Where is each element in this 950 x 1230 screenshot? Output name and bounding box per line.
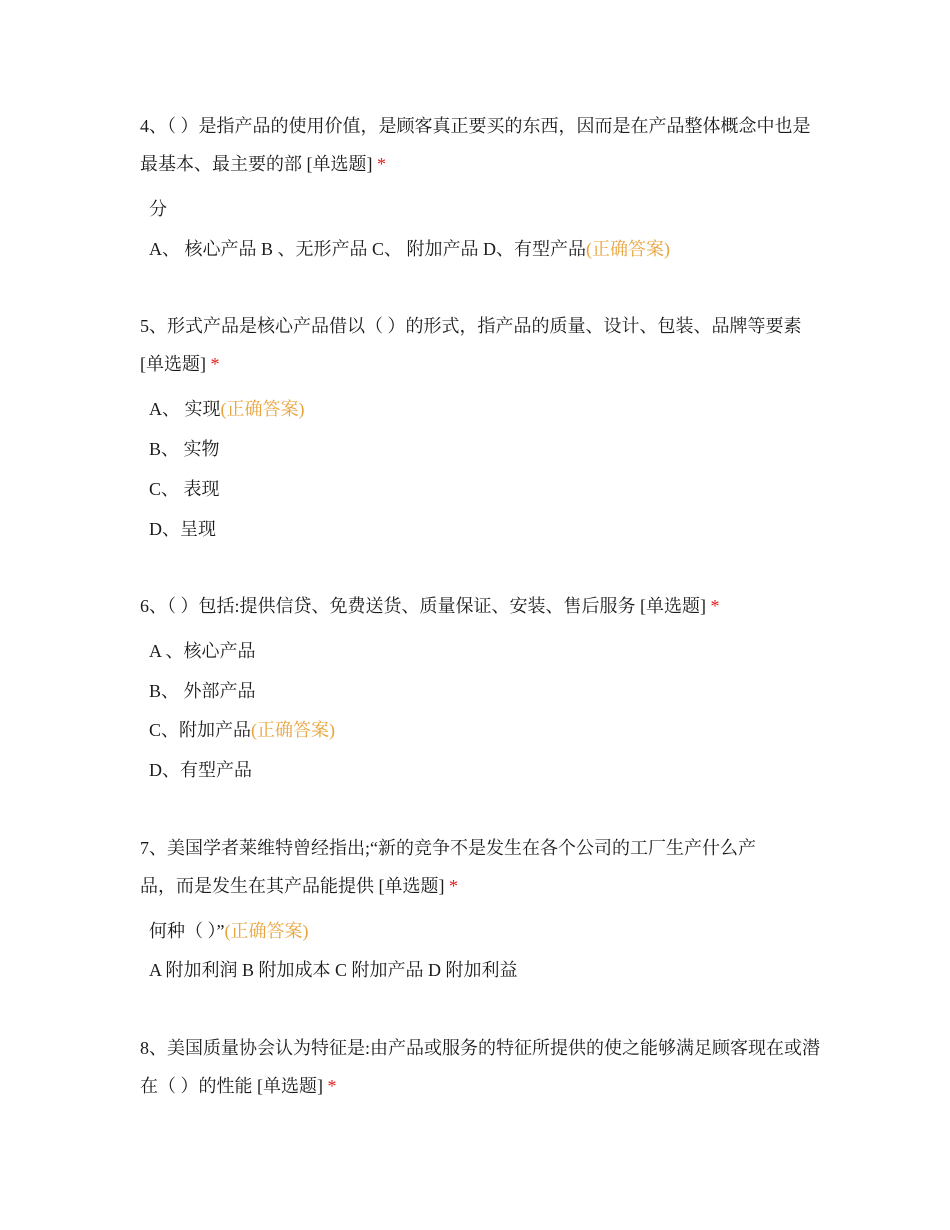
question-type-tag: [单选题] bbox=[378, 876, 445, 896]
option-item[interactable]: B、 实物 bbox=[149, 439, 220, 459]
option-item[interactable]: C、 表现 bbox=[149, 479, 220, 499]
question-title: 5、形式产品是核心产品借以（ ）的形式，指产品的质量、设计、包装、品牌等要素 [单选题] * bbox=[140, 316, 802, 374]
required-mark: * bbox=[327, 1076, 337, 1096]
option-item[interactable]: A、 核心产品 B 、无形产品 C、 附加产品 D、有型产品(正确答案) bbox=[149, 239, 671, 259]
option-item[interactable]: A、 实现(正确答案) bbox=[149, 399, 305, 419]
question-title: 4、（ ）是指产品的使用价值，是顾客真正要买的东西，因而是在产品整体概念中也是最基本、最主要的部 [单选题] * bbox=[140, 116, 811, 174]
option-item[interactable]: A 附加利润 B 附加成本 C 附加产品 D 附加利益 bbox=[149, 960, 518, 980]
question-7 bbox=[140, 829, 790, 980]
question-type-tag: [单选题] bbox=[140, 354, 206, 374]
question-6 bbox=[140, 587, 820, 780]
option-item[interactable]: D、呈现 bbox=[149, 519, 216, 539]
question-type-tag: [单选题] bbox=[257, 1076, 323, 1096]
correct-answer-label: (正确答案) bbox=[251, 720, 336, 740]
correct-answer-label: (正确答案) bbox=[586, 239, 671, 259]
question-8 bbox=[140, 1029, 820, 1105]
option-item[interactable]: B、 外部产品 bbox=[149, 681, 256, 701]
question-title: 8、美国质量协会认为特征是:由产品或服务的特征所提供的使之能够满足顾客现在或潜在（ ）的性能 [单选题] * bbox=[140, 1038, 820, 1096]
correct-answer-label: (正确答案) bbox=[224, 921, 309, 941]
required-mark: * bbox=[377, 154, 386, 174]
correct-answer-label: (正确答案) bbox=[220, 399, 305, 419]
option-item[interactable]: 分 bbox=[149, 199, 167, 219]
question-title: 6、（ ）包括:提供信贷、免费送货、质量保证、安装、售后服务 [单选题] * bbox=[140, 596, 720, 616]
required-mark: * bbox=[449, 876, 458, 896]
question-type-tag: [单选题] bbox=[640, 596, 706, 616]
question-title: 7、美国学者莱维特曾经指出;“新的竞争不是发生在各个公司的工厂生产什么产品，而是发生在其产品能提供 [单选题] * bbox=[140, 838, 756, 896]
question-type-tag: [单选题] bbox=[306, 154, 373, 174]
required-mark: * bbox=[710, 596, 720, 616]
question-5 bbox=[140, 307, 820, 539]
question-4 bbox=[140, 107, 820, 259]
option-item[interactable]: A 、核心产品 bbox=[149, 641, 256, 661]
option-item[interactable]: C、附加产品(正确答案) bbox=[149, 720, 336, 740]
option-item[interactable]: D、有型产品 bbox=[149, 760, 252, 780]
required-mark: * bbox=[210, 354, 220, 374]
option-item[interactable]: 何种（ ）”(正确答案) bbox=[149, 921, 309, 941]
